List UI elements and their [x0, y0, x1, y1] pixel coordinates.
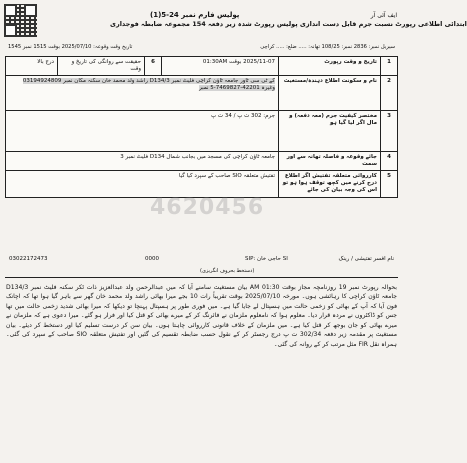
fir-details-table — [5, 56, 398, 198]
row-value: 2025/11-07 بوقت 01:30AM — [162, 57, 279, 76]
row-label: تاریخ و وقت رپورٹ — [279, 57, 381, 76]
row-label: مختصر کیفیت جرم (معہ دفعہ) و مال اگر لیا گیا ہو — [279, 111, 381, 152]
statement-paragraph: بحوالہ رپورٹ نمبر 19 روزنامچہ مجاز بوقت 01:30 AM بیان مستغیث سامنے آیا کہ میں عبدالرحمن ولد عبدالعزیز ذات ٹکر سکنہ فلیٹ نمبر D134/3 جامعہ ٹاؤن کراچی کا رہائشی ہوں۔ مورخہ 2025/07/10 بوقت تقریباً رات 10 بجے میرا بھائی راشد ولد محمد خان گھر سے باہر گیا ہوا تھا کہ اچانک فون آیا کہ آپ کے بھائی کو زخمی حالت میں ہسپتال لے جایا گیا ہے۔ میں فوری طور پر ہسپتال پہنچا تو دیکھا کہ میرا بھائی شدید زخمی حالت میں تھا جس کو ڈاکٹروں نے مردہ قرار دیا۔ معلوم ہوا کہ نامعلوم ملزمان نے فائرنگ کر کے میرے بھائی کو قتل کیا اور فرار ہو گئے۔ میرا دعوی ہے کہ ملزمان نے میرے بھائی کو جان بوجھ کر قتل کیا ہے۔ میں ملزمان کے خلاف قانونی کارروائی چاہتا ہوں۔ بیان سن کر درست تسلیم کیا اور دستخط کر دیئے۔ بیان مستغیث پر مقدمہ زیر دفعہ 302/34 ت پ درج رجسٹر کر کے نقول حسب ضابطہ تقسیم کی گئیں اور تفتیش متعلقہ SIO صاحب کے سپرد کی گئی۔ ہمراہ نقل FIR مثل مرتب کر کے روانہ کی گئی۔ — [6, 284, 397, 348]
qr-corner-icon — [4, 4, 17, 17]
row-label: نام و سکونت اطلاع دہندہ/مستغیث — [279, 76, 381, 111]
table-row — [6, 57, 398, 76]
form-subtitle: ابتدائی اطلاعی رپورٹ نسبت جرم قابل دست اندازی پولیس رپورٹ شدہ زیر دفعہ 154 مجموعہ ضابطہ فوجداری — [110, 20, 467, 28]
row-number: 3 — [381, 111, 398, 152]
officer-name-label: نام افسر تفتیشی / رینک — [338, 256, 394, 262]
officer-name: SIP: حاجی خان SI — [245, 256, 288, 262]
qr-code-icon — [4, 4, 37, 37]
signature-caption: (دستخط بحروف انگریزی) — [200, 268, 255, 274]
row-label: کارروائی متعلقہ تفتیش اگر اطلاع درج کرنے میں کچھ توقف ہوا ہو تو اس کی وجہ بیان کی جائے — [279, 171, 381, 198]
form-title: پولیس فارم نمبر 24-5(1) — [150, 11, 240, 19]
officer-number: 0000 — [145, 256, 159, 262]
signature-row — [5, 254, 398, 266]
row-number: 6 — [145, 57, 162, 76]
row-value: جامعہ ٹاؤن کراچی کی مسجد میں بجانب شمال D134 فلیٹ نمبر 3 — [6, 152, 279, 171]
row-value: تفتیش متعلقہ SIO صاحب کے سپرد کیا گیا — [6, 171, 279, 198]
row-number: 2 — [381, 76, 398, 111]
watermark: 4620456 — [150, 195, 265, 220]
row-value — [6, 76, 279, 111]
complainant-details: کے ٹی سی ٹاور جامعہ ٹاؤن کراچی فلیٹ نمبر D134/3 راشد ولد محمد خان سکنہ مکان نمبر 03194924809 وغیرہ 42201-7469827-5 نمبر — [22, 78, 275, 91]
row-number: 5 — [381, 171, 398, 198]
row-number: 1 — [381, 57, 398, 76]
row-label: حقیقت سے روانگی کی تاریخ و وقت — [58, 57, 145, 76]
row-value: درج بالا — [6, 57, 58, 76]
serial-info: سیریل نمبر: 2836 نمبر: 108/25 تھانہ: ..... ضلع: ..... کراچی — [260, 44, 395, 50]
table-row — [6, 76, 398, 111]
row-label: جائے وقوعہ و فاصلہ تھانہ سے اور سمت — [279, 152, 381, 171]
qr-corner-icon — [4, 24, 17, 37]
divider — [5, 277, 398, 278]
table-row — [6, 152, 398, 171]
officer-phone: 03022172473 — [9, 256, 48, 262]
table-row — [6, 171, 398, 198]
occurrence-datetime: تاریخ وقت وقوعہ: 2025/07/10 بوقت 1515 نمبر 1545 — [8, 44, 133, 50]
row-number: 4 — [381, 152, 398, 171]
qr-corner-icon — [24, 4, 37, 17]
document-type-label: ایف آئی آر — [370, 12, 397, 19]
row-value: جرم: 302 ت پ / 34 ت پ — [6, 111, 279, 152]
table-row — [6, 111, 398, 152]
